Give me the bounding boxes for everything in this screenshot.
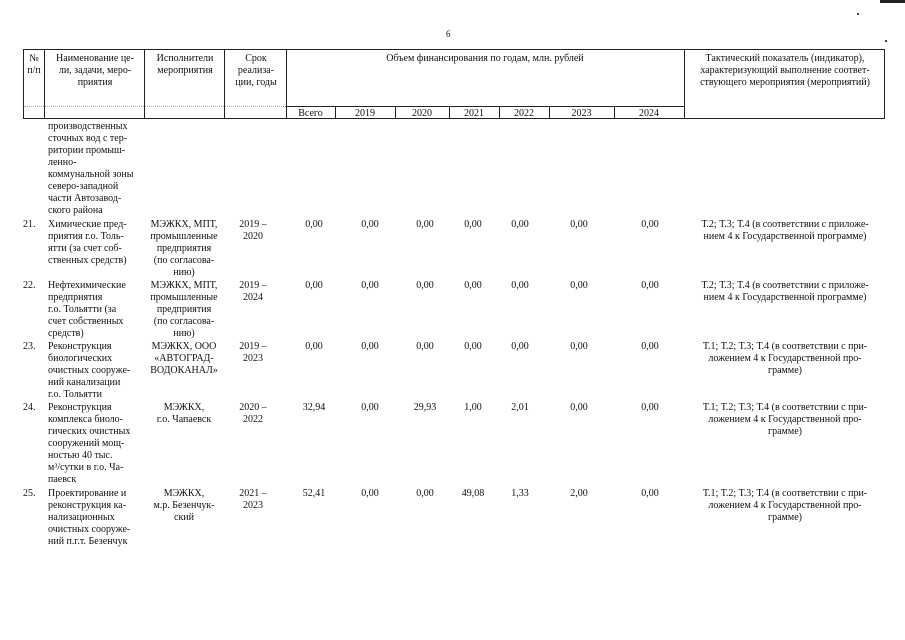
term-line: 2020	[243, 231, 263, 242]
indicator-line: грамме)	[768, 365, 802, 376]
value-2021: 0,00	[464, 280, 482, 291]
header-finance: Объем финансирования по годам, млн. рублей	[386, 53, 584, 64]
name-line: гических очистных	[48, 426, 131, 437]
name-line: г.о. Тольятти	[48, 389, 102, 400]
indicator-line: нием 4 к Государственной программе)	[703, 292, 867, 303]
row-executors	[146, 280, 222, 340]
name-line: производственных	[48, 121, 128, 132]
value-2019: 0,00	[361, 280, 379, 291]
term-line: 2023	[243, 353, 263, 364]
value-2021: 49,08	[461, 488, 485, 499]
row-number: 23.	[23, 341, 36, 352]
term-line: 2021 –	[239, 488, 267, 499]
header-divider	[144, 50, 145, 118]
name-line: предприятия	[48, 292, 103, 303]
value-2023: 0,00	[570, 402, 588, 413]
header-num-text: № п/п	[27, 53, 41, 76]
name-line: ственных средств)	[48, 255, 127, 266]
name-line: коммунальной зоны	[48, 169, 134, 180]
name-line: сточных вод с тер-	[48, 133, 128, 144]
indicator-line: грамме)	[768, 512, 802, 523]
row-name	[48, 280, 136, 340]
term-line: 2019 –	[239, 219, 267, 230]
value-2020: 29,93	[413, 402, 437, 413]
executors-line: предприятия	[156, 243, 212, 254]
value-2022: 2,01	[511, 402, 529, 413]
value-2021: 0,00	[464, 219, 482, 230]
scan-corner-mark	[880, 0, 905, 3]
value-2021: 0,00	[464, 341, 482, 352]
header-year: 2019	[355, 108, 375, 119]
name-line: Реконструкция	[48, 341, 112, 352]
row-indicator	[690, 280, 880, 304]
name-line: реконструкция ка-	[48, 500, 127, 511]
executors-line: предприятия	[156, 304, 212, 315]
name-line: Проектирование и	[48, 488, 127, 499]
executors-line: МЭЖКХ, ООО	[151, 341, 217, 352]
row-name	[48, 488, 136, 548]
row-number: 22.	[23, 280, 36, 291]
executors-line: промышленные	[150, 231, 218, 242]
header-indicator-line: характеризующий выполнение соответ-	[700, 65, 870, 76]
name-line: ского района	[48, 205, 103, 216]
value-2023: 0,00	[570, 280, 588, 291]
executors-line: нию)	[173, 267, 195, 278]
executors-line: МЭЖКХ,	[163, 402, 205, 413]
value-2023: 2,00	[570, 488, 588, 499]
value-2023: 0,00	[570, 219, 588, 230]
row-term	[226, 488, 280, 512]
value-2024: 0,00	[641, 280, 659, 291]
header-year: 2023	[571, 108, 592, 119]
value-2022: 1,33	[511, 488, 529, 499]
executors-line: ВОДОКАНАЛ»	[150, 365, 218, 376]
value-total: 32,94	[302, 402, 326, 413]
header-name-line: приятия	[77, 77, 113, 88]
name-line: комплекса биоло-	[48, 414, 124, 425]
page-number: 6	[446, 29, 451, 39]
value-total: 0,00	[305, 341, 323, 352]
executors-line: (по согласова-	[153, 316, 215, 327]
name-line: приятия г.о. Толь-	[48, 231, 124, 242]
executors-line: МЭЖКХ, МПТ,	[150, 219, 218, 230]
row-executors	[146, 402, 222, 426]
name-line: м³/сутки в г.о. Ча-	[48, 462, 124, 473]
indicator-line: ложением 4 к Государственной про-	[708, 353, 862, 364]
executors-line: ский	[174, 512, 194, 523]
header-term-line: реализа-	[237, 65, 275, 76]
name-line: сооружений мощ-	[48, 438, 125, 449]
value-2024: 0,00	[641, 341, 659, 352]
term-line: 2023	[243, 500, 263, 511]
name-line: ний канализации	[48, 377, 121, 388]
row-term	[226, 280, 280, 304]
term-line: 2019 –	[239, 341, 267, 352]
name-line: ритории промыш-	[48, 145, 126, 156]
value-2024: 0,00	[641, 488, 659, 499]
term-line: 2020 –	[239, 402, 267, 413]
header-executors	[146, 53, 224, 77]
value-total: 52,41	[302, 488, 326, 499]
value-total: 0,00	[305, 219, 323, 230]
name-line: части Автозавод-	[48, 193, 122, 204]
executors-line: «АВТОГРАД-	[154, 353, 214, 364]
row-indicator	[690, 219, 880, 243]
header-indicator	[686, 53, 884, 89]
name-line: очистных сооруже-	[48, 524, 131, 535]
executors-line: МЭЖКХ, МПТ,	[150, 280, 218, 291]
value-2020: 0,00	[416, 280, 434, 291]
value-2020: 0,00	[416, 219, 434, 230]
row-indicator	[690, 402, 880, 438]
table-header	[23, 49, 885, 119]
name-line: нализационных	[48, 512, 115, 523]
term-line: 2019 –	[239, 280, 267, 291]
row-term	[226, 219, 280, 243]
name-line: ятти (за счет соб-	[48, 243, 122, 254]
value-2019: 0,00	[361, 219, 379, 230]
header-term-line: Срок	[245, 53, 267, 64]
indicator-line: Т.2; Т.3; Т.4 (в соответствии с приложе-	[701, 280, 869, 291]
executors-line: нию)	[173, 328, 195, 339]
name-line: биологических	[48, 353, 113, 364]
value-2024: 0,00	[641, 402, 659, 413]
row-term	[226, 341, 280, 365]
indicator-line: ложением 4 к Государственной про-	[708, 500, 862, 511]
row-indicator	[690, 341, 880, 377]
indicator-line: грамме)	[768, 426, 802, 437]
value-2022: 0,00	[511, 280, 529, 291]
header-year: 2022	[514, 108, 534, 119]
value-2019: 0,00	[361, 402, 379, 413]
header-divider	[684, 50, 685, 118]
indicator-line: нием 4 к Государственной программе)	[703, 231, 867, 242]
name-line: г.о. Тольятти (за	[48, 304, 117, 315]
row-executors	[146, 488, 222, 524]
row-term	[226, 402, 280, 426]
scan-speck	[857, 13, 859, 15]
executors-line: (по согласова-	[153, 255, 215, 266]
header-num	[24, 53, 44, 77]
name-line: ностью 40 тыс.	[48, 450, 113, 461]
header-year: 2020	[412, 108, 432, 119]
row-name	[48, 341, 136, 401]
row-name	[48, 402, 136, 486]
scan-speck	[885, 40, 887, 42]
value-total: 0,00	[305, 280, 323, 291]
term-line: 2022	[243, 414, 263, 425]
term-line: 2024	[243, 292, 263, 303]
value-2023: 0,00	[570, 341, 588, 352]
name-line: счет собственных	[48, 316, 124, 327]
value-2020: 0,00	[416, 488, 434, 499]
indicator-line: Т.2; Т.3; Т.4 (в соответствии с приложе-	[701, 219, 869, 230]
header-term	[226, 53, 286, 89]
executors-line: г.о. Чапаевск	[156, 414, 212, 425]
row-executors	[146, 219, 222, 279]
header-divider	[24, 106, 286, 107]
header-executors-line: Исполнители	[156, 53, 214, 64]
header-name-line: ли, задачи, меро-	[58, 65, 132, 76]
header-name	[46, 53, 144, 89]
row-number: 24.	[23, 402, 36, 413]
row-number: 25.	[23, 488, 36, 499]
value-2019: 0,00	[361, 488, 379, 499]
header-term-line: ции, годы	[235, 77, 277, 88]
header-indicator-line: Тактический показатель (индикатор),	[705, 53, 865, 64]
indicator-line: Т.1; Т.2; Т.3; Т.4 (в соответствии с при-	[702, 341, 868, 352]
name-line: паевск	[48, 474, 77, 485]
value-2024: 0,00	[641, 219, 659, 230]
continuation-name	[48, 121, 136, 217]
value-2019: 0,00	[361, 341, 379, 352]
name-line: ний п.г.т. Безенчук	[48, 536, 128, 547]
value-2021: 1,00	[464, 402, 482, 413]
indicator-line: Т.1; Т.2; Т.3; Т.4 (в соответствии с при-	[702, 402, 868, 413]
value-2020: 0,00	[416, 341, 434, 352]
name-line: северо-западной	[48, 181, 119, 192]
header-name-line: Наименование це-	[56, 53, 134, 64]
header-divider	[224, 50, 225, 118]
header-executors-line: мероприятия	[157, 65, 213, 76]
header-year-total: Всего	[298, 108, 323, 119]
row-executors	[146, 341, 222, 377]
name-line: очистных сооруже-	[48, 365, 131, 376]
name-line: Нефтехимические	[48, 280, 126, 291]
header-year: 2021	[464, 108, 484, 119]
name-line: Химические пред-	[48, 219, 127, 230]
value-2022: 0,00	[511, 341, 529, 352]
header-divider	[44, 50, 45, 118]
executors-line: МЭЖКХ,	[163, 488, 205, 499]
name-line: Реконструкция	[48, 402, 112, 413]
indicator-line: ложением 4 к Государственной про-	[708, 414, 862, 425]
executors-line: промышленные	[150, 292, 218, 303]
row-number: 21.	[23, 219, 36, 230]
header-year: 2024	[639, 108, 659, 119]
header-divider	[286, 106, 684, 107]
row-indicator	[690, 488, 880, 524]
row-name	[48, 219, 136, 267]
name-line: средств)	[48, 328, 84, 339]
header-indicator-line: ствующего мероприятия (мероприятий)	[700, 77, 870, 88]
executors-line: м.р. Безенчук-	[153, 500, 215, 511]
value-2022: 0,00	[511, 219, 529, 230]
name-line: ленно-	[48, 157, 77, 168]
indicator-line: Т.1; Т.2; Т.3; Т.4 (в соответствии с при-	[702, 488, 868, 499]
